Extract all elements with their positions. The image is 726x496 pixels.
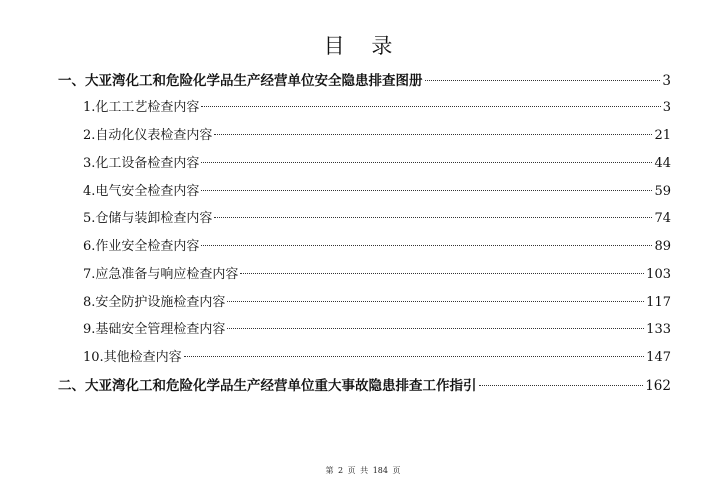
toc-page-number: 89 — [654, 239, 671, 254]
toc-leader-dots — [214, 134, 652, 135]
toc-leader-dots — [184, 356, 644, 357]
page-title: 目 录 — [323, 34, 403, 58]
toc-entry-title: 8.安全防护设施检查内容 — [83, 295, 226, 310]
toc-entry[interactable] — [58, 70, 671, 92]
toc-entry[interactable] — [83, 347, 671, 369]
toc-page-number: 3 — [662, 100, 671, 115]
toc-entry-title: 二、大亚湾化工和危险化学品生产经营单位重大事故隐患排查工作指引 — [58, 378, 477, 394]
toc-page-number: 162 — [645, 378, 671, 394]
toc-leader-dots — [201, 106, 660, 107]
toc-entry-title: 5.仓储与装卸检查内容 — [83, 211, 213, 226]
toc-entry[interactable] — [83, 319, 671, 341]
toc-page-number: 133 — [646, 322, 671, 337]
page-footer: 第 2 页 共 184 页 — [325, 466, 401, 475]
toc-leader-dots — [214, 217, 652, 218]
toc-entry-title: 10.其他检查内容 — [83, 350, 182, 365]
toc-entry-title: 一、大亚湾化工和危险化学品生产经营单位安全隐患排查图册 — [58, 73, 423, 89]
toc-entry[interactable] — [83, 153, 671, 175]
toc-page-number: 59 — [654, 184, 671, 199]
toc-entry[interactable] — [83, 208, 671, 230]
toc-leader-dots — [227, 301, 644, 302]
toc-leader-dots — [227, 328, 644, 329]
toc-entry[interactable] — [83, 264, 671, 286]
toc-entry[interactable] — [83, 292, 671, 314]
toc-entry-title: 2.自动化仪表检查内容 — [83, 128, 213, 143]
toc-leader-dots — [201, 245, 652, 246]
toc-page-number: 103 — [646, 267, 671, 282]
toc-entry[interactable] — [83, 97, 671, 119]
toc-page-number: 117 — [646, 295, 671, 310]
toc-page-number: 44 — [654, 156, 671, 171]
toc-entry-title: 7.应急准备与响应检查内容 — [83, 267, 239, 282]
toc-leader-dots — [479, 385, 644, 386]
toc-entry[interactable] — [83, 236, 671, 258]
toc-entry[interactable] — [83, 125, 671, 147]
toc-leader-dots — [425, 80, 661, 81]
toc-page-number: 21 — [654, 128, 671, 143]
toc-page-number: 74 — [654, 211, 671, 226]
toc-page-number: 3 — [662, 73, 671, 89]
toc-entry[interactable] — [58, 375, 671, 397]
toc-page-number: 147 — [646, 350, 671, 365]
toc-entry-title: 9.基础安全管理检查内容 — [83, 322, 226, 337]
toc-leader-dots — [201, 190, 652, 191]
toc-entry-title: 4.电气安全检查内容 — [83, 184, 200, 199]
toc-leader-dots — [201, 162, 652, 163]
toc-entry[interactable] — [83, 181, 671, 203]
toc-entry-title: 1.化工工艺检查内容 — [83, 100, 200, 115]
toc-entry-title: 6.作业安全检查内容 — [83, 239, 200, 254]
toc-leader-dots — [240, 273, 644, 274]
toc-entry-title: 3.化工设备检查内容 — [83, 156, 200, 171]
